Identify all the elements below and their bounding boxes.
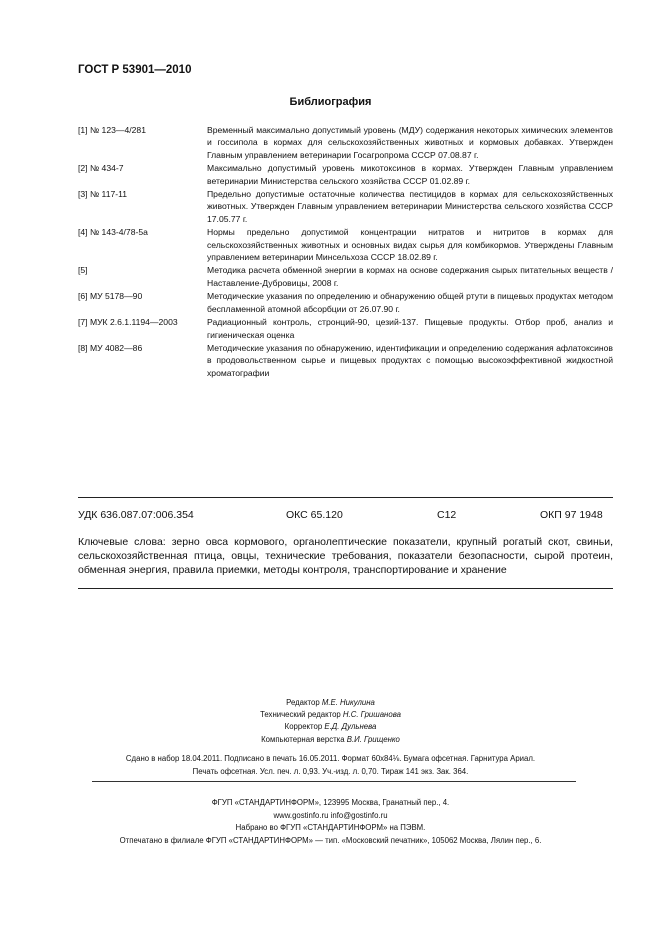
bibliography-code: [3] № 117-11 [78,189,128,200]
bibliography-title: Библиография [289,96,372,108]
print-note: Отпечатано в филиале ФГУП «СТАНДАРТИНФОРМ» — тип. «Московский печатник», 105062 Москва, Лялин пер., 6. [119,835,542,845]
group-code: С12 [437,509,457,521]
bibliography-code: [7] МУК 2.6.1.1194—2003 [78,317,178,328]
bibliography-item [78,226,613,263]
publisher-address: ФГУП «СТАНДАРТИНФОРМ», 123995 Москва, Гранатный пер., 4. [211,798,450,807]
publisher-web: www.gostinfo.ru info@gostinfo.ru [273,810,388,820]
okp-code: ОКП 97 1948 [540,509,603,521]
bibliography-item [78,188,613,225]
oks-code: ОКС 65.120 [286,509,343,521]
bibliography-code: [8] МУ 4082—86 [78,342,143,353]
divider-publication [92,781,576,782]
typeset-note: Набрано во ФГУП «СТАНДАРТИНФОРМ» на ПЭВМ. [235,823,426,833]
bibliography-text: Методика расчета обменной энергии в кормах на основе содержания сырых питательных веществ /Наставление-Дубровицы, 2008 г. [207,265,613,288]
bibliography-text: Предельно допустимые остаточные количества пестицидов в кормах для сельскохозяйственных животных. Утвержден Главным управлением ветеринарии Министерства сельского хозяйства СССР 17.05.77 г. [207,189,613,224]
bibliography-code: [5] [78,265,88,276]
bibliography-text: Нормы предельно допустимой концентрации нитратов и нитритов в кормах для сельскохозяйственных животных и основных видах сырья для комбикормов. Утверждены Главным управлением ветеринарии Минсельхоза СССР 18.02.89 г. [207,227,613,263]
bibliography-text: Радиационный контроль, стронций-90, цезий-137. Пищевые продукты. Отбор проб, анализ и гигиеническая оценка [207,317,613,340]
bibliography-code: [6] МУ 5178—90 [78,291,143,302]
bibliography-item [78,290,613,315]
bibliography-item [78,342,613,379]
bibliography-text: Методические указания по определению и обнаружению общей ртути в пищевых продуктах методом беспламенной атомной абсорбции от 26.07.90 г. [207,291,613,314]
credit-proofreader: Корректор Е.Д. Дульнева [284,722,377,732]
publication-info [0,752,661,778]
bibliography-code: [2] № 434-7 [78,163,124,174]
bibliography-text: Максимально допустимый уровень микотоксинов в кормах. Утвержден Главным управлением ветеринарии Министерства сельского хозяйства СССР 01.02.89 г. [207,163,613,186]
bibliography-code: [4] № 143-4/78-5а [78,227,148,238]
publication-line-2: Печать офсетная. Усл. печ. л. 0,93. Уч.-изд. л. 0,70. Тираж 141 экз. Зак. 364. [192,767,469,776]
keywords: Ключевые слова: зерно овса кормового, органолептические показатели, крупный рогатый скот, свиньи, сельскохозяйственная птица, овцы, технические требования, показатели безопасности, сырой протеин, обменная энергия, правила приемки, методы контроля, транспортирование и хранение [78,536,613,576]
standard-number: ГОСТ Р 53901—2010 [78,64,192,76]
credit-tech-editor: Технический редактор Н.С. Гришанова [260,710,401,720]
bibliography-text: Временный максимально допустимый уровень (МДУ) содержания некоторых химических элементов и госсипола в кормах для сельскохозяйственных животных и кормовых добавках. Утвержден Главным управлением ветеринарии Госагропрома СССР 07.08.87 г. [207,125,613,160]
divider-keywords [78,588,613,589]
credit-layout: Компьютерная верстка В.И. Грищенко [261,734,400,744]
publisher-footer [0,797,661,847]
udk-code: УДК 636.087.07:006.354 [78,509,194,521]
divider-top [78,497,613,498]
bibliography-item [78,162,613,187]
bibliography-item [78,124,613,161]
publication-line-1: Сдано в набор 18.04.2011. Подписано в печать 16.05.2011. Формат 60х84⅛. Бумага офсетная. Гарнитура Ариал. [125,754,536,763]
bibliography-list [78,124,613,380]
credit-editor: Редактор М.Е. Никулина [286,698,375,707]
bibliography-item [78,316,613,341]
credits-block [0,697,661,746]
bibliography-item [78,264,613,289]
bibliography-code: [1] № 123—4/281 [78,125,146,135]
bibliography-text: Методические указания по обнаружению, идентификации и определению содержания афлатоксинов в продовольственном сырье и пищевых продуктах с помощью высокоэффективной жидкостной хроматографии [207,342,613,378]
